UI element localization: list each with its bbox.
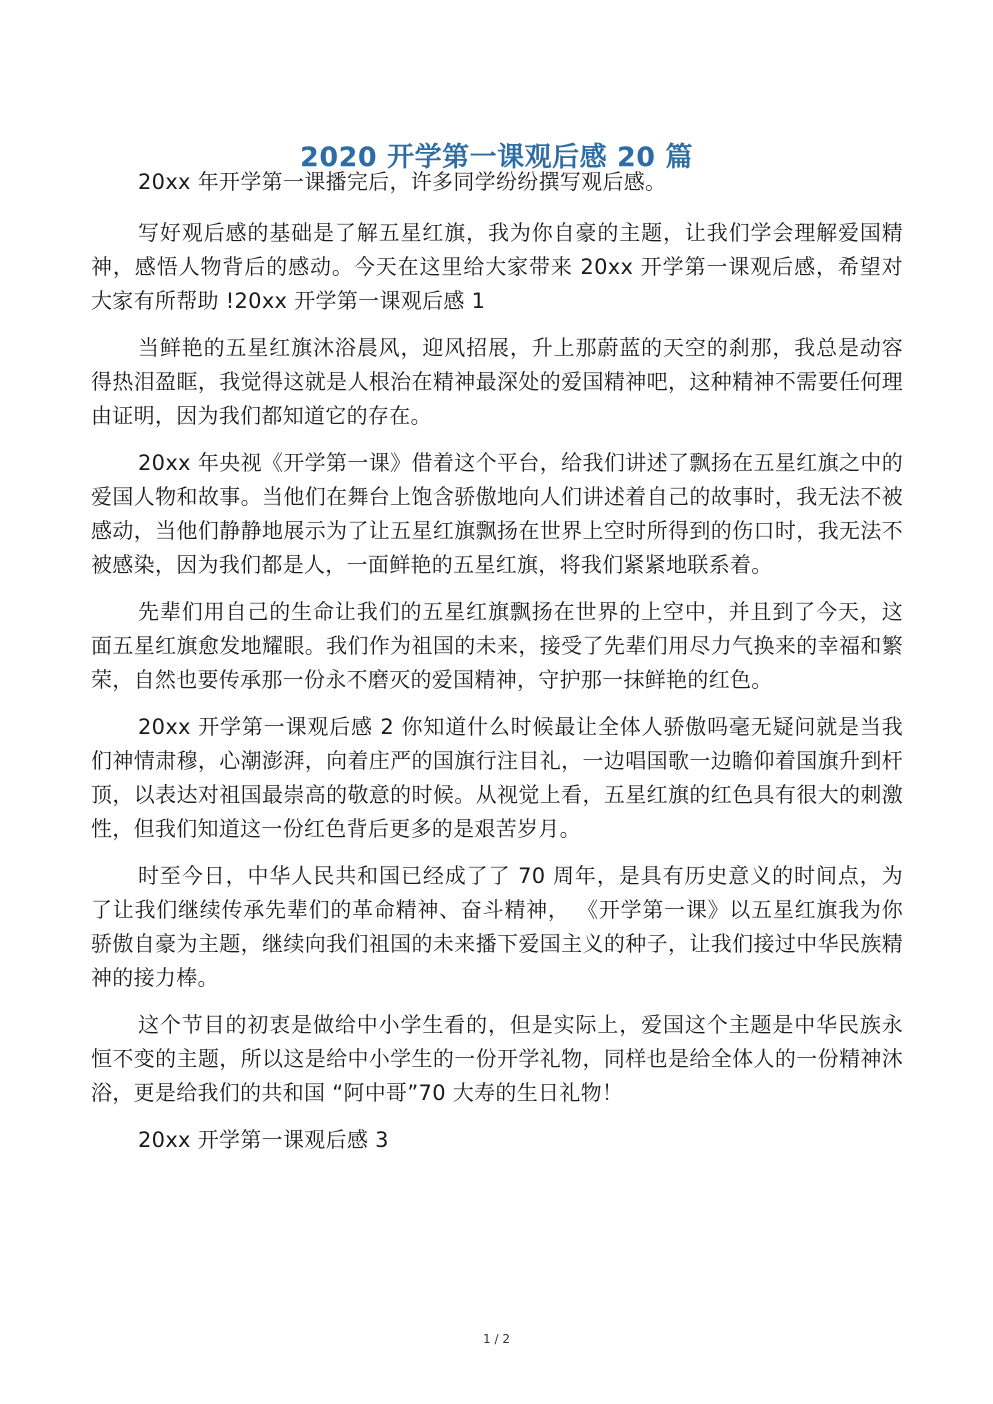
paragraph: 时至今日，中华人民共和国已经成了了 70 周年，是具有历史意义的时间点，为了让我们继续传承先辈们的革命精神、奋斗精神， 《开学第一课》以五星红旗我为你骄傲自豪为主题，继续向我们祖国的未来播下爱国主义的种子，让我们接过中华民族精神的接力棒。	[91, 864, 903, 990]
section-heading: 20xx 开学第一课观后感 3	[138, 1128, 389, 1152]
paragraph: 当鲜艳的五星红旗沐浴晨风，迎风招展，升上那蔚蓝的天空的刹那，我总是动容得热泪盈眶，我觉得这就是人根治在精神最深处的爱国精神吧，这种精神不需要任何理由证明，因为我们都知道它的存在。	[91, 336, 903, 428]
paragraph: 先辈们用自己的生命让我们的五星红旗飘扬在世界的上空中，并且到了今天，这面五星红旗愈发地耀眼。我们作为祖国的未来，接受了先辈们用尽力气换来的幸福和繁荣，自然也要传承那一份永不磨灭的爱国精神，守护那一抹鲜艳的红色。	[91, 600, 903, 692]
paragraph: 这个节目的初衷是做给中小学生看的，但是实际上，爱国这个主题是中华民族永恒不变的主题，所以这是给中小学生的一份开学礼物，同样也是给全体人的一份精神沐浴，更是给我们的共和国 “阿中哥”70 大寿的生日礼物！	[91, 1013, 903, 1105]
paragraph: 20xx 年开学第一课播完后，许多同学纷纷撰写观后感。	[138, 170, 667, 194]
document-body	[91, 165, 903, 1170]
document-title: 2020 开学第一课观后感 20 篇	[300, 142, 693, 174]
paragraph: 写好观后感的基础是了解五星红旗，我为你自豪的主题，让我们学会理解爱国精神，感悟人物背后的感动。今天在这里给大家带来 20xx 开学第一课观后感，希望对大家有所帮助 !20xx 开学第一课观后感 1	[91, 221, 903, 313]
page-number: 1 / 2	[483, 1332, 510, 1346]
paragraph: 20xx 年央视《开学第一课》借着这个平台，给我们讲述了飘扬在五星红旗之中的爱国人物和故事。当他们在舞台上饱含骄傲地向人们讲述着自己的故事时，我无法不被感动，当他们静静地展示为了让五星红旗飘扬在世界上空时所得到的伤口时，我无法不被感染，因为我们都是人，一面鲜艳的五星红旗，将我们紧紧地联系着。	[91, 451, 903, 577]
paragraph: 20xx 开学第一课观后感 2 你知道什么时候最让全体人骄傲吗毫无疑问就是当我们神情肃穆，心潮澎湃，向着庄严的国旗行注目礼，一边唱国歌一边瞻仰着国旗升到杆顶，以表达对祖国最崇高的敬意的时候。从视觉上看，五星红旗的红色具有很大的刺激性，但我们知道这一份红色背后更多的是艰苦岁月。	[91, 715, 903, 841]
